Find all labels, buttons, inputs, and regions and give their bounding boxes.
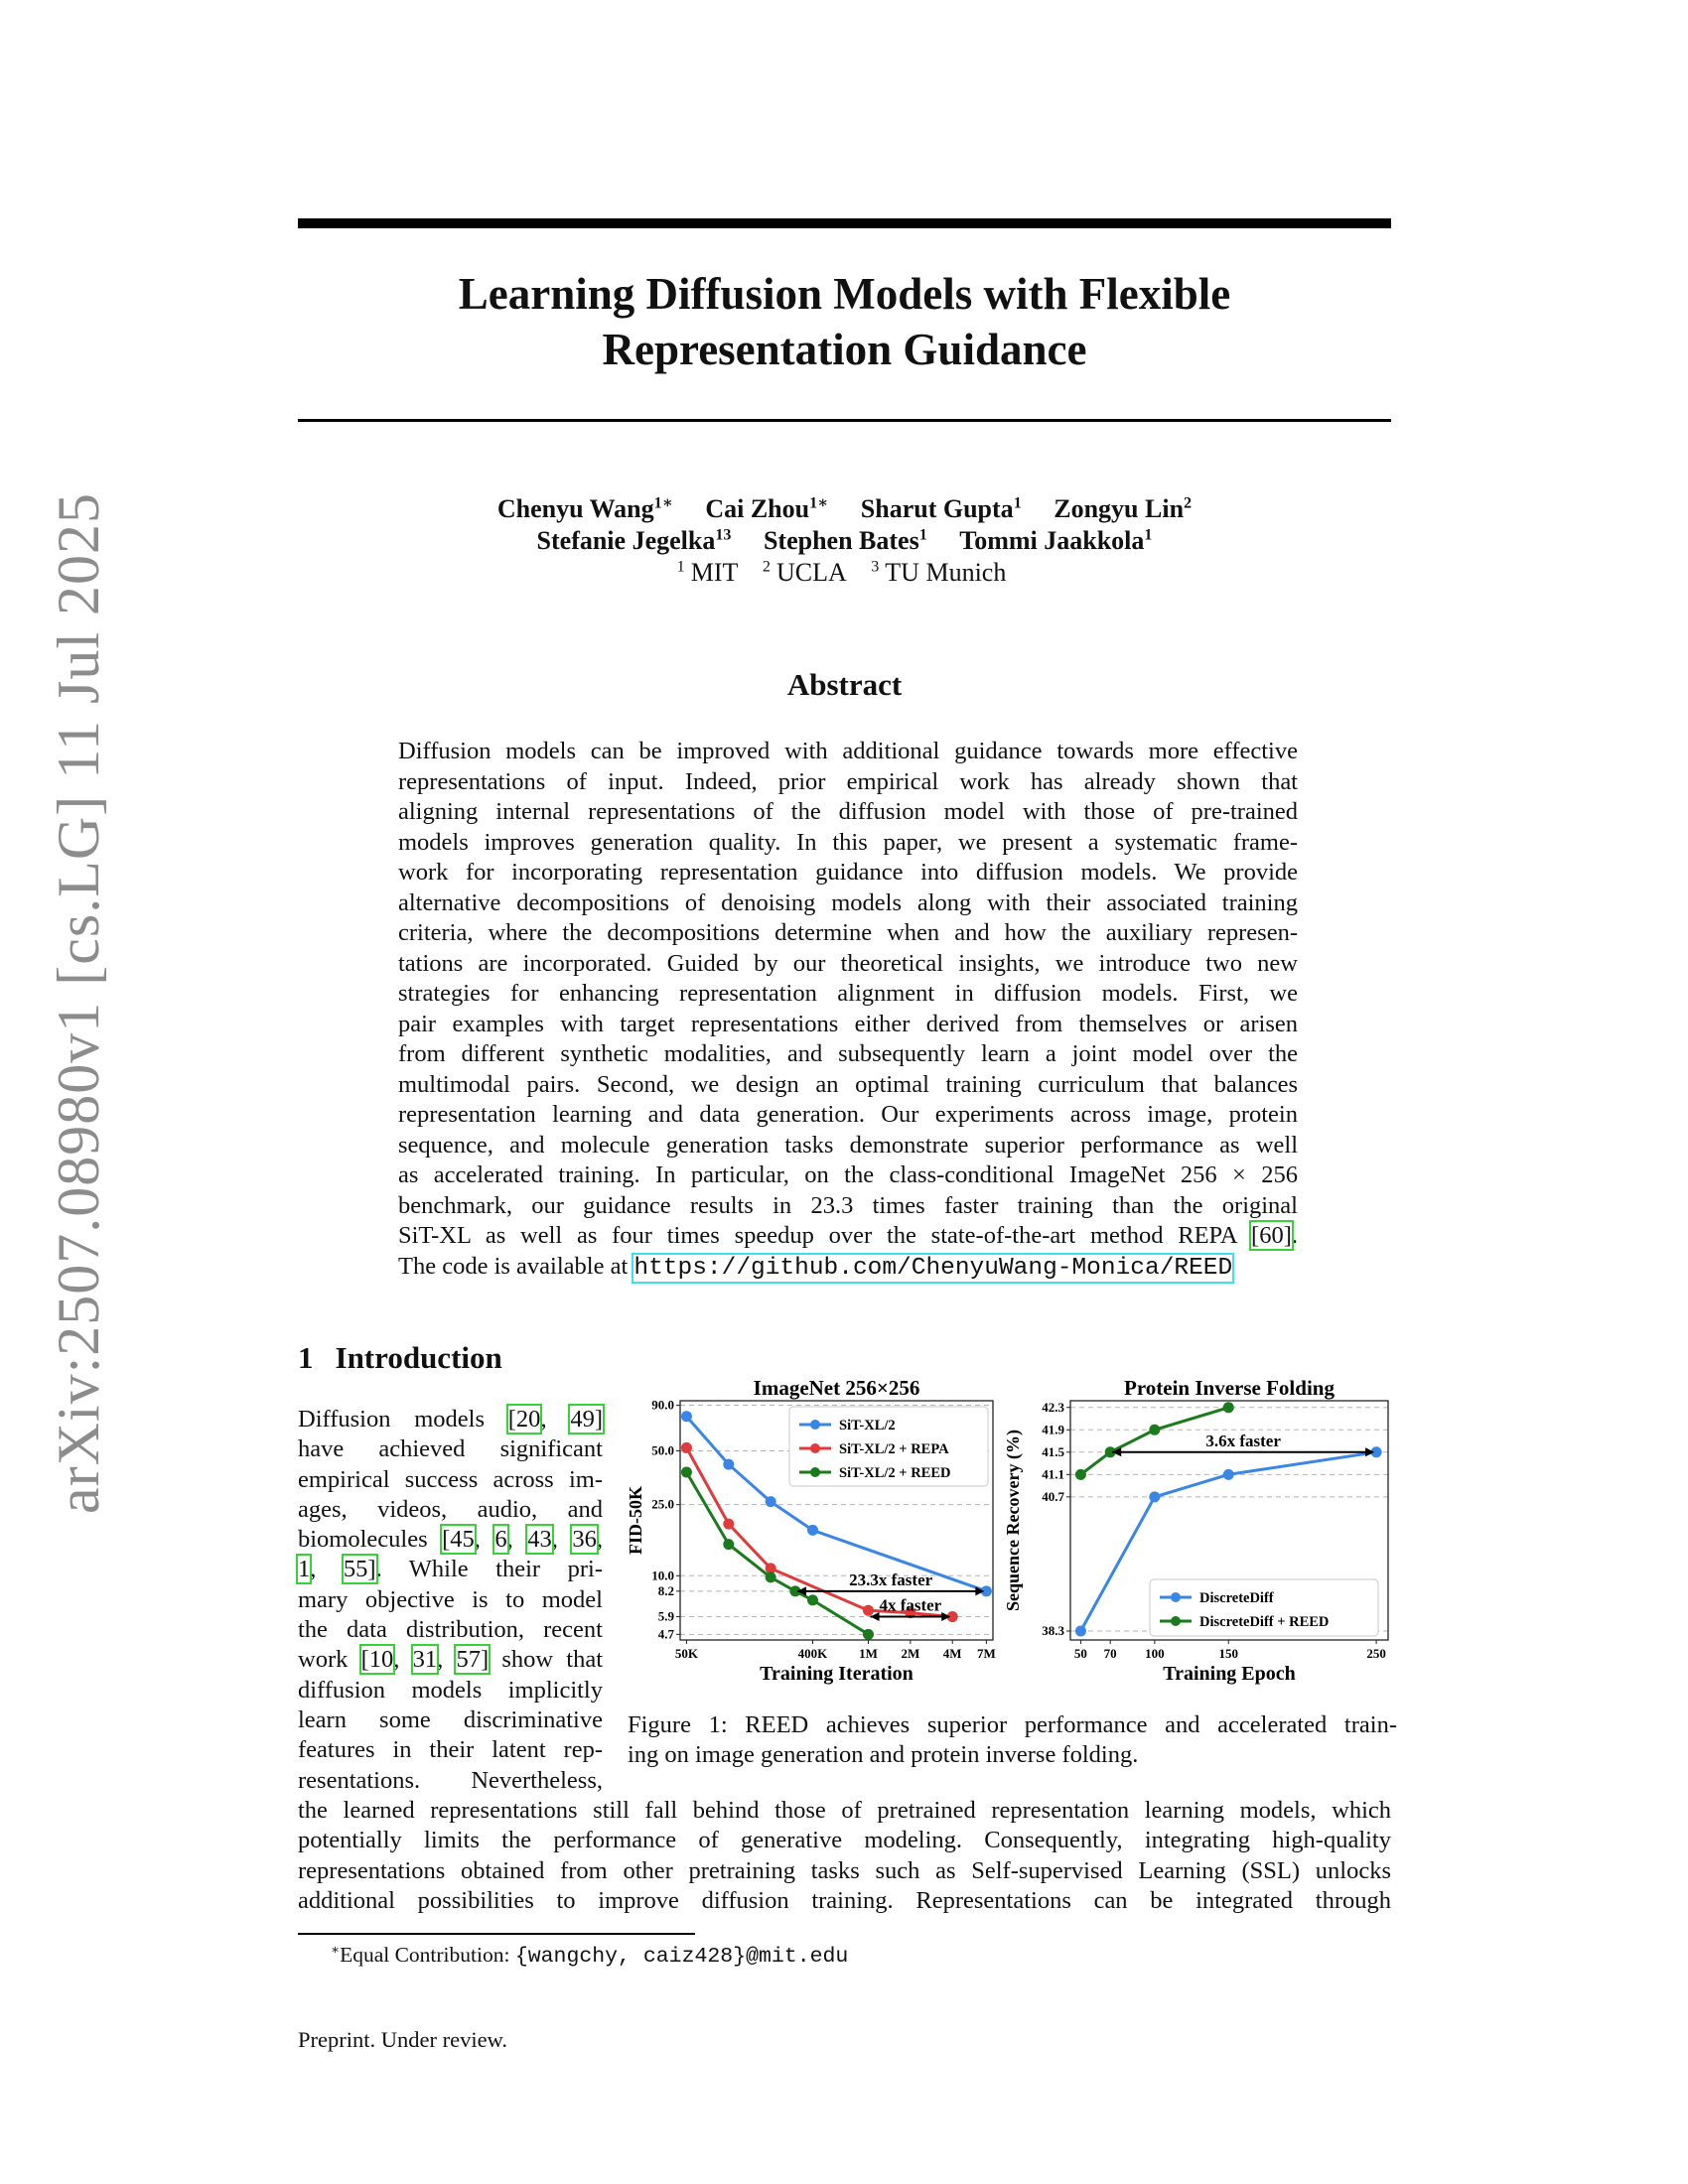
abstract-line: work for incorporating representation guidance into diffusion models. We provide [398,859,1298,886]
citation-link[interactable]: 55] [343,1556,376,1583]
annotation-label: 3.6x faster [1205,1431,1281,1450]
legend-marker [1171,1616,1181,1626]
x-tick-label: 70 [1103,1646,1117,1661]
chart-title: Protein Inverse Folding [1124,1376,1335,1400]
x-axis-label: Training Iteration [760,1663,914,1685]
x-tick-label: 4M [942,1646,962,1661]
citation-link[interactable]: 49] [570,1406,603,1433]
data-point [1149,1491,1160,1502]
data-point [723,1519,734,1530]
preprint-note: Preprint. Under review. [298,2027,507,2052]
author: Zongyu Lin$^2$ [1054,494,1193,523]
author: Stephen Bates$^1$ [763,526,927,555]
y-tick-label: 10.0 [651,1568,674,1583]
abstract-line: from different synthetic modalities, and subsequently learn a joint model over the [398,1040,1298,1067]
abstract-line: pair examples with target representations either derived from themselves or arisen [398,1010,1298,1037]
author: Stefanie Jegelka$^{13}$ [536,526,732,555]
x-tick-label: 7M [976,1646,996,1661]
legend-label: SiT-XL/2 + REPA [839,1441,949,1457]
author: Cai Zhou$^{1∗}$ [705,494,829,523]
legend-label: SiT-XL/2 + REED [839,1465,951,1481]
y-tick-label: 42.3 [1042,1399,1064,1415]
y-tick-label: 8.2 [657,1582,674,1598]
y-tick-label: 41.1 [1042,1466,1064,1482]
citation-link[interactable]: 43 [527,1526,552,1554]
abstract-line: as accelerated training. In particular, on the class-conditional ImageNet 256 × 256 [398,1161,1298,1188]
affiliations [298,557,1391,589]
y-tick-label: 90.0 [651,1397,674,1413]
data-point [681,1411,692,1422]
y-tick-label: 41.9 [1042,1422,1064,1437]
abstract-line: benchmark, our guidance results in 23.3 times faster training than the original [398,1191,1298,1219]
citation-link[interactable]: 31 [412,1646,438,1674]
abstract-line: Diffusion models can be improved with additional guidance towards more effective [398,738,1298,764]
title-line: Representation Guidance [602,325,1087,374]
abstract-line: models improves generation quality. In this paper, we present a systematic frame- [398,828,1298,856]
y-tick-label: 25.0 [651,1496,674,1512]
y-tick-label: 38.3 [1042,1622,1064,1638]
author: Chenyu Wang$^{1∗}$ [496,494,673,523]
abstract-line: The code is available at https://github.com/ChenyuWang-Monica/REED [398,1252,1233,1282]
author-block [298,493,1391,589]
y-tick-label: 5.9 [657,1608,674,1624]
data-point [1075,1625,1086,1636]
code-url-link[interactable]: https://github.com/ChenyuWang-Monica/REED [633,1254,1233,1282]
x-tick-label: 250 [1366,1646,1386,1661]
y-tick-label: 40.7 [1042,1488,1064,1504]
abstract-line: SiT-XL as well as four times speedup over the state-of-the-art method REPA [60]. [398,1222,1298,1249]
data-point [681,1466,692,1477]
citation-link[interactable]: 57] [456,1646,490,1674]
y-axis-label: FID-50K [626,1486,645,1555]
data-point [807,1594,818,1605]
citation-link[interactable]: [20 [507,1406,541,1433]
title-top-rule [298,218,1391,228]
citation-link[interactable]: 36 [572,1526,597,1554]
x-tick-label: 150 [1218,1646,1239,1661]
abstract-line: strategies for enhancing representation alignment in diffusion models. First, we [398,980,1298,1007]
data-point [766,1571,776,1582]
x-tick-label: 50K [674,1646,699,1661]
y-tick-label: 4.7 [657,1626,674,1642]
data-point [863,1605,874,1616]
footnote: ∗Equal Contribution: {wangchy, caiz428}@mit.edu [331,1941,849,1969]
chart-title: ImageNet 256×256 [753,1376,920,1400]
legend-label: DiscreteDiff [1199,1590,1274,1606]
abstract-line: alternative decompositions of denoising models along with their associated training [398,888,1298,916]
abstract-line: sequence, and molecule generation tasks demonstrate superior performance as well [398,1131,1298,1159]
email-address: {wangchy, caiz428}@mit.edu [514,1945,849,1969]
title-line: Learning Diffusion Models with Flexible [458,269,1231,319]
abstract-line: multimodal pairs. Second, we design an optimal training curriculum that balances [398,1070,1298,1098]
data-point [1223,1402,1234,1413]
data-point [723,1539,734,1550]
paper-title [298,266,1391,377]
citation-link[interactable]: [45 [442,1526,475,1554]
legend-label: DiscreteDiff + REED [1199,1614,1330,1630]
abstract-heading: Abstract [786,667,903,702]
abstract-body [398,737,1298,1282]
citation-link[interactable]: [10 [360,1646,394,1674]
citation-link[interactable]: 1 [298,1556,311,1583]
x-axis-label: Training Epoch [1163,1663,1296,1685]
citation-link[interactable]: [60] [1251,1222,1292,1249]
data-point [863,1629,874,1640]
abstract-line: criteria, where the decompositions determine when and how the auxiliary represen- [398,919,1298,946]
arxiv-identifier: arXiv:2507.08980v1 [cs.LG] 11 Jul 2025 [46,492,111,1514]
section-heading: 1 Introduction [298,1340,502,1375]
intro-paragraph-wrapped: Diffusion models [20, 49] have achieved significant empirical success across im- ages, videos, audio, and biomolecules [45, 6, 43, 36, 1, 55]. While their pri- mary objective is to model the data distribution, recent work [10, 31, 57] show that diffusion models implicitly learn some discriminative features in their latent rep- resentations. Nevertheless, [298,1406,604,1794]
annotation-label: 23.3x faster [849,1570,933,1589]
x-tick-label: 100 [1145,1646,1165,1661]
data-point [1223,1469,1234,1480]
abstract-line: representation learning and data generation. Our experiments across image, protein [398,1101,1298,1128]
author: Tommi Jaakkola$^1$ [959,526,1153,555]
citation-link[interactable]: 6 [494,1526,507,1554]
data-point [807,1525,818,1536]
legend-label: SiT-XL/2 [839,1418,896,1433]
data-point [723,1459,734,1470]
legend-marker [810,1467,820,1477]
data-point [1149,1425,1160,1435]
figure-1 [626,1375,1395,1693]
y-tick-label: 50.0 [651,1442,674,1458]
data-point [681,1442,692,1453]
affiliation: $^2$ UCLA [762,558,847,587]
abstract-line: tations are incorporated. Guided by our theoretical insights, we introduce two new [398,949,1298,977]
abstract-line: aligning internal representations of the diffusion model with those of pre-trained [398,798,1298,825]
x-tick-label: 1M [859,1646,878,1661]
data-point [1075,1469,1086,1480]
author: Sharut Gupta$^1$ [860,494,1022,523]
annotation-label: 4x faster [879,1595,942,1615]
legend-marker [810,1420,820,1430]
x-tick-label: 2M [901,1646,920,1661]
x-tick-label: 400K [797,1646,828,1661]
affiliation: $^1$ MIT [676,558,739,587]
legend-marker [810,1443,820,1453]
legend-marker [1171,1592,1181,1602]
abstract-line: representations of input. Indeed, prior empirical work has already shown that [398,767,1298,795]
x-tick-label: 50 [1073,1646,1087,1661]
affiliation: $^3$ TU Munich [871,558,1007,587]
intro-paragraph: the learned representations still fall behind those of pretrained representation learning models, which potentially limits the performance of generative modeling. Consequently, integrating high-quality representations obtained from other pretraining tasks such as Self-supervised Learning (SSL) unlocks additional possibilities to improve diffusion training. Representations can be integrated through [298,1797,1391,1914]
data-point [766,1496,776,1507]
author-row [298,493,1391,525]
y-tick-label: 41.5 [1042,1443,1064,1459]
footnote-rule [298,1933,695,1935]
title-bottom-rule [298,419,1391,422]
y-axis-label: Sequence Recovery (%) [1003,1430,1023,1611]
author-row [298,525,1391,557]
figure-caption: Figure 1: REED achieves superior performance and accelerated train- ing on image generation and protein inverse folding. [628,1711,1397,1769]
